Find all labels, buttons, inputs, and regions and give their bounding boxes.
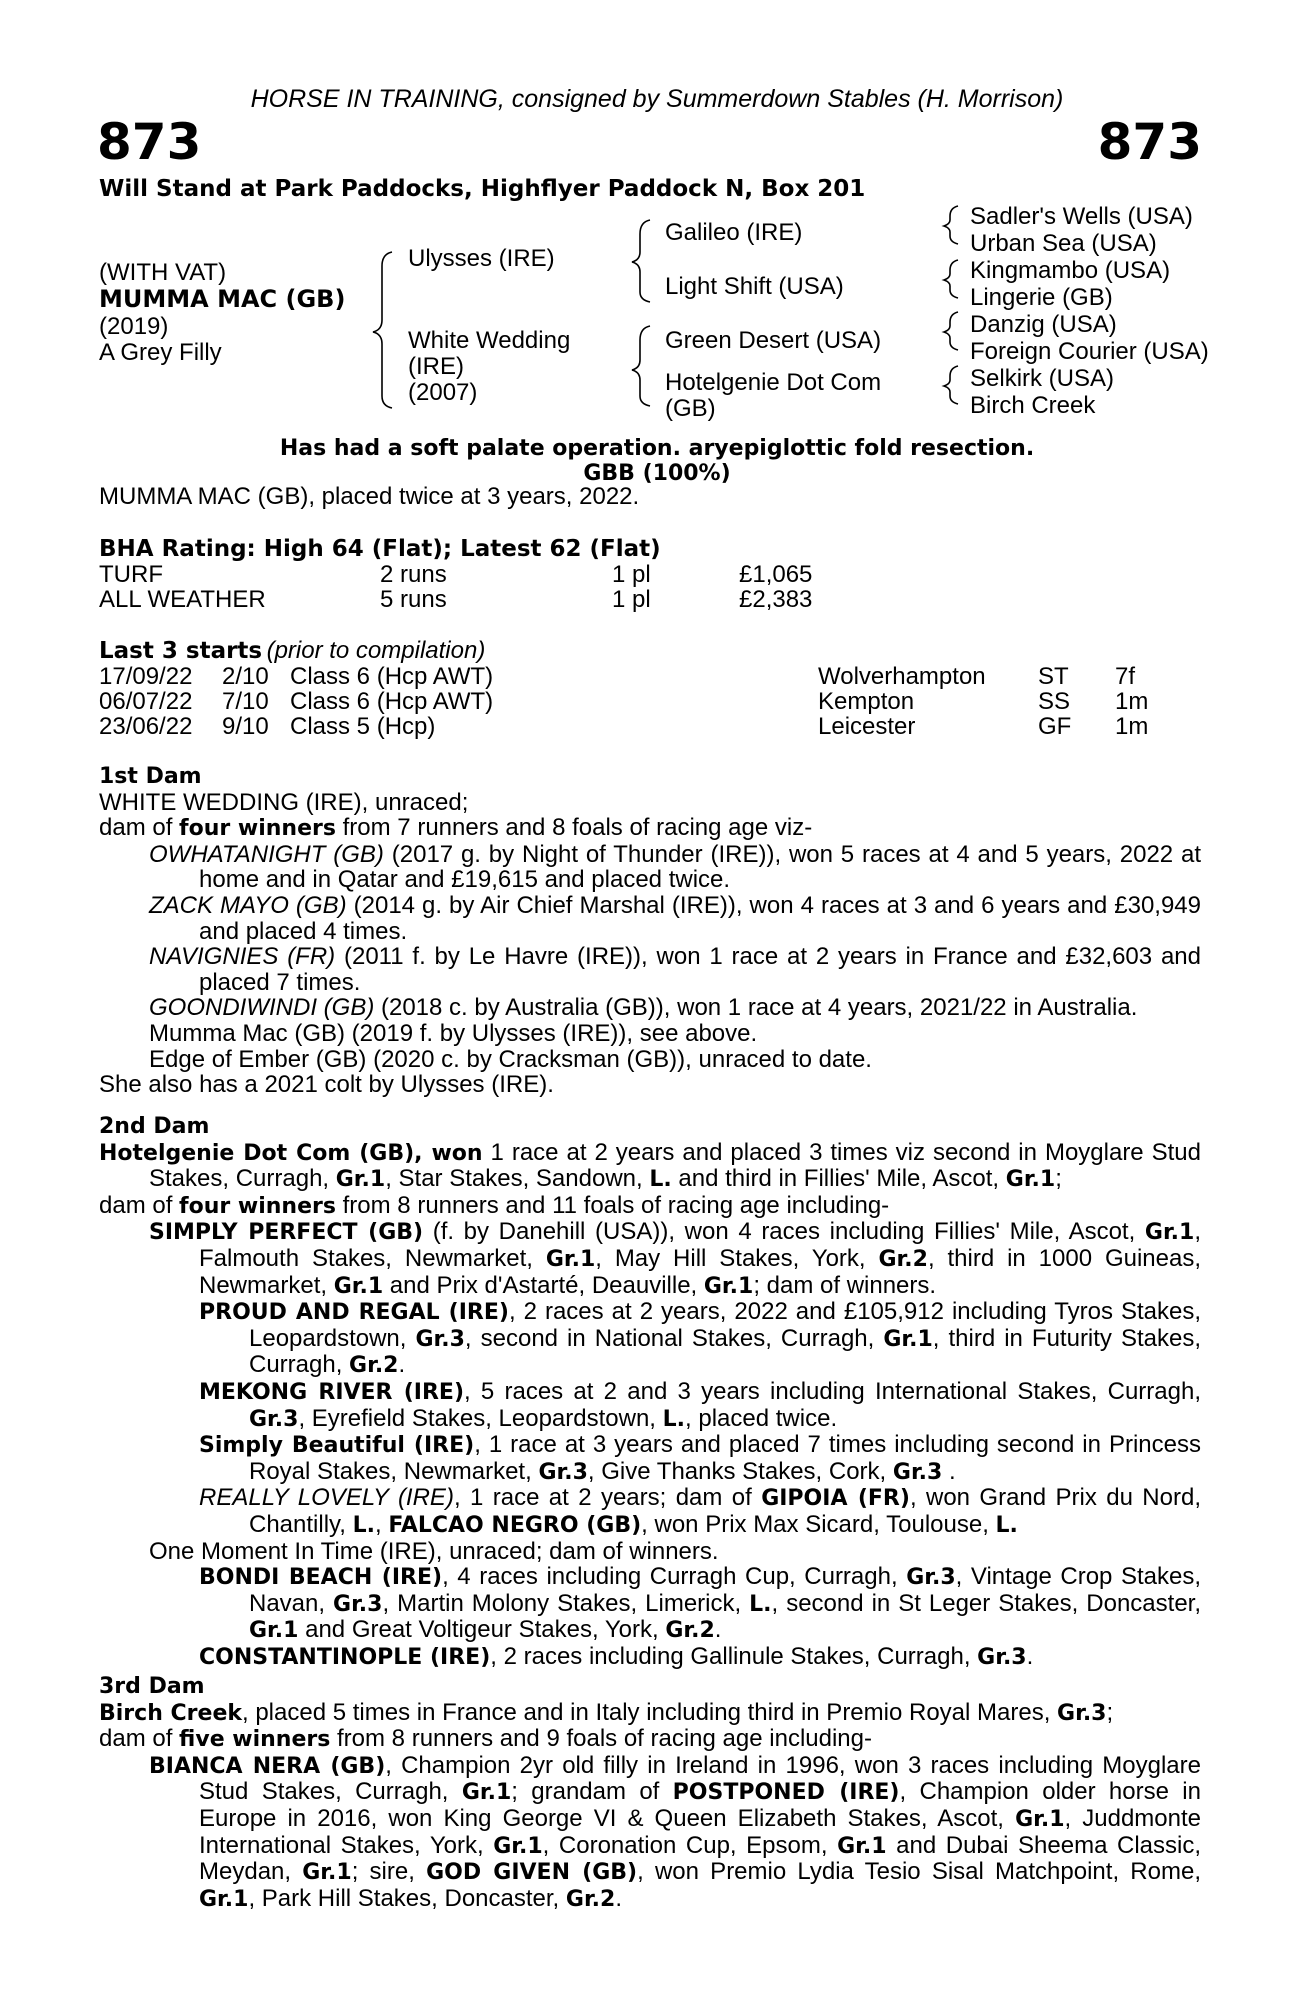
pedigree-sss: Sadler's Wells (USA) <box>970 203 1193 230</box>
offspring-owhatanight: OWHATANIGHT (GB) (2017 g. by Night of Thunder (IRE)), won 5 races at 4 and 5 years, 2022 at home and in Qatar and £19,615 and placed twice. <box>149 840 1201 894</box>
first-dam-title: 1st Dam <box>99 764 202 789</box>
offspring-mekong-river: MEKONG RIVER (IRE), 5 races at 2 and 3 years including International Stakes, Curragh, Gr.3, Eyrefield Stakes, Leopardstown, L., placed twice. <box>199 1377 1202 1432</box>
start-pos-0: 2/10 <box>222 663 269 690</box>
pedigree-dam-dam-country: (GB) <box>665 395 716 422</box>
pedigree-ssd: Urban Sea (USA) <box>970 230 1157 257</box>
third-dam-title: 3rd Dam <box>99 1674 205 1699</box>
pedigree-dds: Selkirk (USA) <box>970 365 1115 392</box>
start-dist-0: 7f <box>1115 663 1136 690</box>
offspring-really-lovely: REALLY LOVELY (IRE), 1 race at 2 years; dam of GIPOIA (FR), won Grand Prix du Nord, Chantilly, L., FALCAO NEGRO (GB), won Prix Max Sicard, Toulouse, L. <box>199 1484 1201 1538</box>
offspring-navignies: NAVIGNIES (FR) (2011 f. by Le Havre (IRE)), won 1 race at 2 years in France and £32,603 and placed 7 times. <box>149 943 1201 996</box>
last-starts-title: Last 3 starts <box>99 638 263 664</box>
pedigree-dam-country: (IRE) <box>408 353 464 380</box>
rating-surface-0: TURF <box>99 561 163 588</box>
veterinary-note: Has had a soft palate operation. aryepiglottic fold resection. <box>279 436 1035 461</box>
start-class-2: Class 5 (Hcp) <box>290 713 436 740</box>
pedigree-ddd: Birch Creek <box>970 392 1096 419</box>
rating-prize-1: £2,383 <box>739 586 813 613</box>
start-date-2: 23/06/22 <box>99 713 193 740</box>
start-going-0: ST <box>1038 663 1069 690</box>
offspring-zack-mayo: ZACK MAYO (GB) (2014 g. by Air Chief Marshal (IRE)), won 4 races at 3 and 6 years and £30,949 and placed 4 times. <box>149 891 1202 945</box>
first-dam-extra: She also has a 2021 colt by Ulysses (IRE). <box>99 1071 554 1099</box>
bha-rating: BHA Rating: High 64 (Flat); Latest 62 (Flat) <box>99 536 661 562</box>
pedigree-dsd: Foreign Courier (USA) <box>970 338 1209 365</box>
gbb-note: GBB (100%) <box>583 461 731 486</box>
summary-line: MUMMA MAC (GB), placed twice at 3 years, 2022. <box>99 483 640 510</box>
lot-number-left: 873 <box>97 113 202 171</box>
pedigree-sdd: Lingerie (GB) <box>970 284 1113 311</box>
rating-placed-0: 1 pl <box>612 561 651 588</box>
offspring-proud-and-regal: PROUD AND REGAL (IRE), 2 races at 2 years, 2022 and £105,912 including Tyros Stakes, Leopardstown, Gr.3, second in National Stakes, Curragh, Gr.1, third in Futurity Stakes, Curragh, Gr.2. <box>199 1298 1202 1379</box>
start-pos-1: 7/10 <box>222 688 269 715</box>
offspring-goondiwindi: GOONDIWINDI (GB) (2018 c. by Australia (GB)), won 1 race at 4 years, 2021/22 in Australia. <box>149 994 1138 1022</box>
rating-runs-0: 2 runs <box>380 561 447 588</box>
offspring-simply-beautiful: Simply Beautiful (IRE), 1 race at 3 years and placed 7 times including second in Princess Royal Stakes, Newmarket, Gr.3, Give Thanks Stakes, Cork, Gr.3 . <box>199 1431 1201 1485</box>
offspring-simply-perfect: SIMPLY PERFECT (GB) (f. by Danehill (USA)), won 4 races including Fillies' Mile, Ascot, Gr.1, Falmouth Stakes, Newmarket, Gr.1, May Hill Stakes, York, Gr.2, third in 1000 Guineas, Newmarket, Gr.1 and Prix d'Astarté, Deauville, Gr.1; dam of winners. <box>149 1218 1202 1299</box>
pedigree-sire: Ulysses (IRE) <box>408 245 555 272</box>
start-pos-2: 9/10 <box>222 713 269 740</box>
rating-runs-1: 5 runs <box>380 586 447 613</box>
start-date-0: 17/09/22 <box>99 663 193 690</box>
start-going-2: GF <box>1038 713 1072 740</box>
rating-placed-1: 1 pl <box>612 586 651 613</box>
third-dam-produce: dam of five winners from 8 runners and 9 foals of racing age including- <box>99 1725 872 1753</box>
offspring-bondi-beach: BONDI BEACH (IRE), 4 races including Curragh Cup, Curragh, Gr.3, Vintage Crop Stakes, Navan, Gr.3, Martin Molony Stakes, Limerick, L., second in St Leger Stakes, Doncaster, Gr.1 and Great Voltigeur Stakes, York, Gr.2. <box>199 1563 1202 1644</box>
horse-description: A Grey Filly <box>99 339 222 366</box>
horse-year: (2019) <box>99 313 169 340</box>
third-dam-section <box>99 1674 1201 1912</box>
offspring-constantinople: CONSTANTINOPLE (IRE), 2 races including Gallinule Stakes, Curragh, Gr.3. <box>199 1642 1034 1670</box>
pedigree-dam-sire: Green Desert (USA) <box>665 327 882 354</box>
start-course-0: Wolverhampton <box>818 663 986 690</box>
start-date-1: 06/07/22 <box>99 688 193 715</box>
second-dam-record: Hotelgenie Dot Com (GB), won 1 race at 2 years and placed 3 times viz second in Moyglare Stud Stakes, Curragh, Gr.1, Star Stakes, Sandown, L. and third in Fillies' Mile, Ascot, Gr.1; <box>99 1138 1201 1193</box>
pedigree-dam: White Wedding <box>408 327 571 354</box>
pedigree-sds: Kingmambo (USA) <box>970 257 1171 284</box>
rating-prize-0: £1,065 <box>739 561 813 588</box>
pedigree-dam-year: (2007) <box>408 379 478 406</box>
rating-surface-1: ALL WEATHER <box>99 586 266 613</box>
start-course-2: Leicester <box>818 713 916 740</box>
consignment-line: HORSE IN TRAINING, consigned by Summerdown Stables (H. Morrison) <box>250 85 1064 113</box>
horse-name: MUMMA MAC (GB) <box>99 285 346 313</box>
start-class-1: Class 6 (Hcp AWT) <box>290 688 494 715</box>
first-dam-section <box>99 764 1201 1098</box>
start-course-1: Kempton <box>818 688 915 715</box>
first-dam-line: WHITE WEDDING (IRE), unraced; <box>99 788 469 816</box>
second-dam-produce: dam of four winners from 8 runners and 11 foals of racing age including- <box>99 1191 890 1219</box>
pedigree-dam-dam: Hotelgenie Dot Com <box>665 369 882 396</box>
vat-note: (WITH VAT) <box>99 259 227 286</box>
pedigree-dss: Danzig (USA) <box>970 311 1117 338</box>
offspring-bianca-nera: BIANCA NERA (GB), Champion 2yr old filly in Ireland in 1996, won 3 races including Moyglare Stud Stakes, Curragh, Gr.1; grandam of POSTPONED (IRE), Champion older horse in Europe in 2016, won King George VI & Queen Elizabeth Stakes, Ascot, Gr.1, Juddmonte International Stakes, York, Gr.1, Coronation Cup, Epsom, Gr.1 and Dubai Sheema Classic, Meydan, Gr.1; sire, GOD GIVEN (GB), won Premio Lydia Tesio Sisal Matchpoint, Rome, Gr.1, Park Hill Stakes, Doncaster, Gr.2. <box>149 1751 1201 1912</box>
location-line: Will Stand at Park Paddocks, Highflyer Paddock N, Box 201 <box>99 176 866 202</box>
last-starts-heading <box>99 638 485 664</box>
start-dist-2: 1m <box>1115 713 1149 740</box>
offspring-one-moment-in-time: One Moment In Time (IRE), unraced; dam of winners. <box>149 1537 719 1565</box>
second-dam-title: 2nd Dam <box>99 1114 210 1139</box>
third-dam-record: Birch Creek, placed 5 times in France and in Italy including third in Premio Royal Mares, Gr.3; <box>99 1698 1114 1726</box>
start-dist-1: 1m <box>1115 688 1149 715</box>
lot-number-right: 873 <box>1097 113 1202 171</box>
offspring-edge-of-ember: Edge of Ember (GB) (2020 c. by Cracksman (GB)), unraced to date. <box>149 1045 872 1073</box>
last-starts-subtitle: (prior to compilation) <box>266 637 486 664</box>
second-dam-section <box>99 1114 1201 1670</box>
start-going-1: SS <box>1038 688 1071 715</box>
start-class-0: Class 6 (Hcp AWT) <box>290 663 494 690</box>
pedigree-sire-dam: Light Shift (USA) <box>665 273 844 300</box>
pedigree-sire-sire: Galileo (IRE) <box>665 219 803 246</box>
first-dam-produce: dam of four winners from 7 runners and 8 foals of racing age viz- <box>99 814 813 842</box>
offspring-mumma-mac: Mumma Mac (GB) (2019 f. by Ulysses (IRE)), see above. <box>149 1019 758 1047</box>
